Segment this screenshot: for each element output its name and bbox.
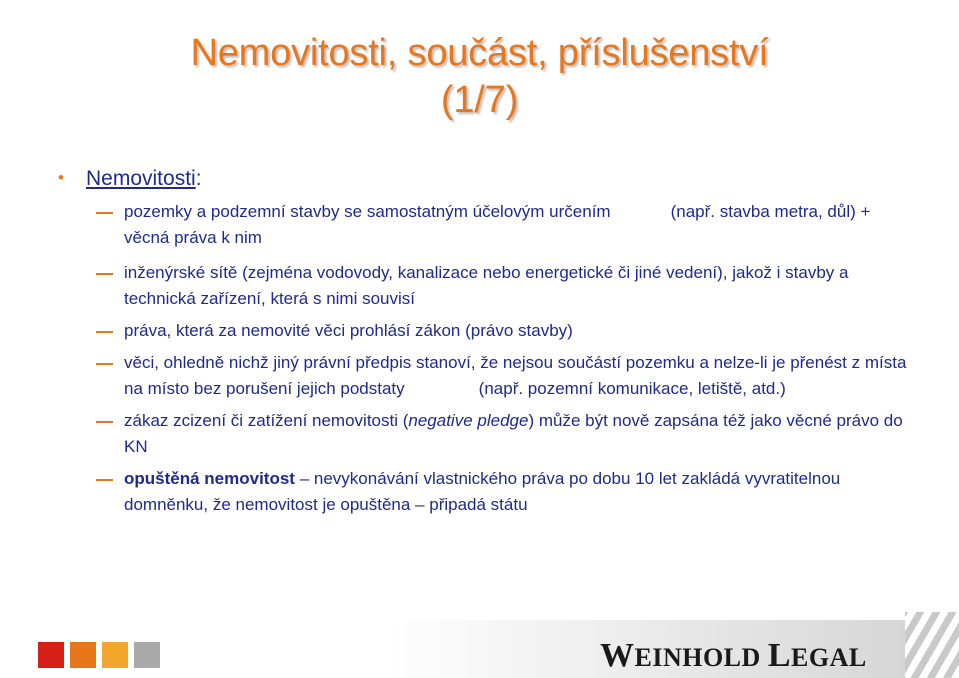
sub-bullet-item	[96, 318, 916, 344]
decor-square-yellow	[102, 642, 128, 668]
bullet-nemovitosti	[58, 165, 202, 192]
item-text-continuation: (např. pozemní komunikace, letiště, atd.)	[478, 379, 786, 398]
dash-bullet-icon	[96, 273, 113, 275]
item-text-bold: opuštěná nemovitost	[124, 469, 295, 488]
decor-square-gray	[134, 642, 160, 668]
item-text-italic: negative pledge	[408, 411, 529, 430]
slide-title-line-2: (1/7)	[440, 79, 519, 121]
decor-square-red	[38, 642, 64, 668]
bullet-colon: :	[195, 167, 202, 190]
item-text-continuation: ) může být nově zapsána též jako věcné právo do KN	[124, 411, 903, 456]
item-text: věci, ohledně nichž jiný právní předpis stanoví, že nejsou součástí pozemku a nelze-li je přenést z místa na místo bez porušení jejich podstaty	[124, 353, 907, 398]
item-text: práva, která za nemovité věci prohlásí zákon (právo stavby)	[124, 321, 573, 340]
item-text: zákaz zcizení či zatížení nemovitosti (	[124, 411, 409, 430]
dash-bullet-icon	[96, 421, 113, 423]
dash-bullet-icon	[96, 331, 113, 333]
sub-bullet-item	[96, 199, 916, 251]
bullet-dot-icon: •	[58, 168, 64, 187]
item-text: inženýrské sítě (zejména vodovody, kanalizace nebo energetické či jiné vedení), jakož i stavby a technická zařízení, která s nimi souvisí	[124, 263, 849, 308]
sub-bullet-item	[96, 260, 916, 312]
item-text: pozemky a podzemní stavby se samostatným účelovým určením	[124, 202, 611, 221]
bullet-label: Nemovitosti	[86, 167, 196, 190]
decor-stripes	[905, 612, 959, 678]
dash-bullet-icon	[96, 479, 113, 481]
dash-bullet-icon	[96, 212, 113, 214]
sub-bullet-item	[96, 350, 916, 402]
sub-bullet-item	[96, 408, 916, 460]
dash-bullet-icon	[96, 363, 113, 365]
item-text-continuation: (např. stavba metra, důl) + věcná práva k nim	[124, 202, 871, 247]
item-text: – nevykonávání vlastnického práva po dobu 10 let zakládá vyvratitelnou domněnku, že nemovitost je opuštěna – připadá státu	[124, 469, 841, 514]
sub-bullet-list	[96, 199, 916, 518]
slide-title-line-1: Nemovitosti, součást, příslušenství	[190, 32, 769, 74]
decor-square-orange	[70, 642, 96, 668]
weinhold-legal-logo: WEINHOLD LEGAL	[600, 637, 867, 674]
sub-bullet-item	[96, 466, 916, 518]
slide-title	[0, 30, 959, 124]
